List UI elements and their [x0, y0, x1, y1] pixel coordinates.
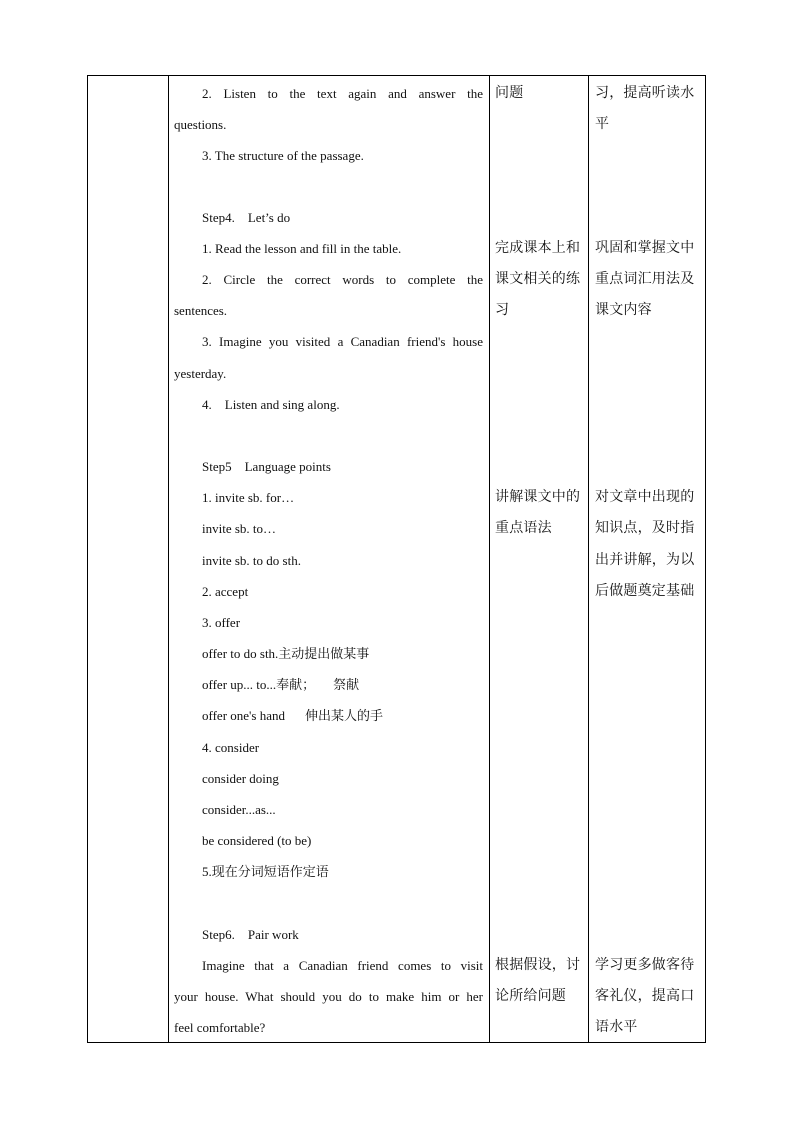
- activity-phrase: offer one's hand: [202, 708, 285, 723]
- stage-column: [88, 76, 168, 1042]
- lesson-table: [87, 75, 706, 1043]
- step-heading: Step4. Let’s do: [202, 210, 291, 225]
- student-activities-column: [495, 76, 583, 1042]
- activity-line: consider...as...: [202, 802, 276, 817]
- step-heading: Step5 Language points: [202, 459, 331, 474]
- purpose-line: 出并讲解，为以: [595, 552, 695, 568]
- student-line: 重点语法: [495, 520, 552, 536]
- student-line: 课文相关的练: [495, 271, 581, 287]
- activity-line: offer to do sth.主动提出做某事: [202, 646, 370, 661]
- activity-line: your house. What should you do to make him or her: [174, 989, 483, 1004]
- purpose-line: 巩固和掌握文中: [595, 240, 695, 256]
- activity-phrase: offer up... to...奉献；: [202, 677, 316, 692]
- activity-line: 3. offer: [202, 615, 241, 630]
- activity-line: 2. Listen to the text again and answer the: [202, 86, 483, 101]
- purpose-line: 对文章中出现的: [595, 489, 695, 505]
- activity-phrase: 祭献: [333, 677, 360, 692]
- purpose-line: 重点词汇用法及: [595, 271, 695, 287]
- activity-line: invite sb. to…: [202, 521, 277, 536]
- activity-line: 4. consider: [202, 740, 260, 755]
- purpose-line: 客礼仪，提高口: [595, 988, 695, 1004]
- activity-line: be considered (to be): [202, 833, 312, 848]
- purpose-line: 学习更多做客待: [595, 957, 695, 973]
- purpose-line: 平: [595, 116, 610, 132]
- student-line: 论所给问题: [495, 988, 566, 1004]
- student-line: 讲解课文中的: [495, 489, 581, 505]
- activity-line: yesterday.: [174, 366, 227, 381]
- activity-line: [174, 669, 483, 700]
- activity-line: 2. Circle the correct words to complete the: [202, 272, 483, 287]
- teaching-activities-column: [174, 76, 483, 1042]
- column-divider: [168, 76, 169, 1042]
- student-line: 习: [495, 302, 510, 318]
- student-line: 完成课本上和: [495, 240, 581, 256]
- activity-line: 5.现在分词短语作定语: [202, 864, 329, 879]
- activity-line: feel comfortable?: [174, 1020, 266, 1035]
- activity-line: questions.: [174, 117, 227, 132]
- student-line: 问题: [495, 85, 524, 101]
- purpose-line: 知识点，及时指: [595, 520, 695, 536]
- purpose-line: 课文内容: [595, 302, 652, 318]
- activity-line: 3. The structure of the passage.: [202, 148, 364, 163]
- activity-line: 1. invite sb. for…: [202, 490, 295, 505]
- purpose-line: 语水平: [595, 1019, 638, 1035]
- activity-line: 3. Imagine you visited a Canadian friend's house: [202, 334, 483, 349]
- activity-line: 4. Listen and sing along.: [202, 397, 340, 412]
- activity-phrase: 伸出某人的手: [304, 708, 383, 723]
- activity-line: 2. accept: [202, 584, 249, 599]
- column-divider: [489, 76, 490, 1042]
- column-divider: [588, 76, 589, 1042]
- activity-line: Imagine that a Canadian friend comes to visit: [202, 958, 483, 973]
- activity-line: consider doing: [202, 771, 279, 786]
- activity-line: [174, 700, 483, 731]
- activity-line: invite sb. to do sth.: [202, 553, 301, 568]
- step-heading: Step6. Pair work: [202, 927, 299, 942]
- design-purpose-column: [595, 76, 703, 1042]
- purpose-line: 习，提高听读水: [595, 85, 695, 101]
- activity-line: 1. Read the lesson and fill in the table.: [202, 241, 402, 256]
- student-line: 根据假设，讨: [495, 957, 581, 973]
- purpose-line: 后做题奠定基础: [595, 583, 695, 599]
- activity-line: sentences.: [174, 303, 228, 318]
